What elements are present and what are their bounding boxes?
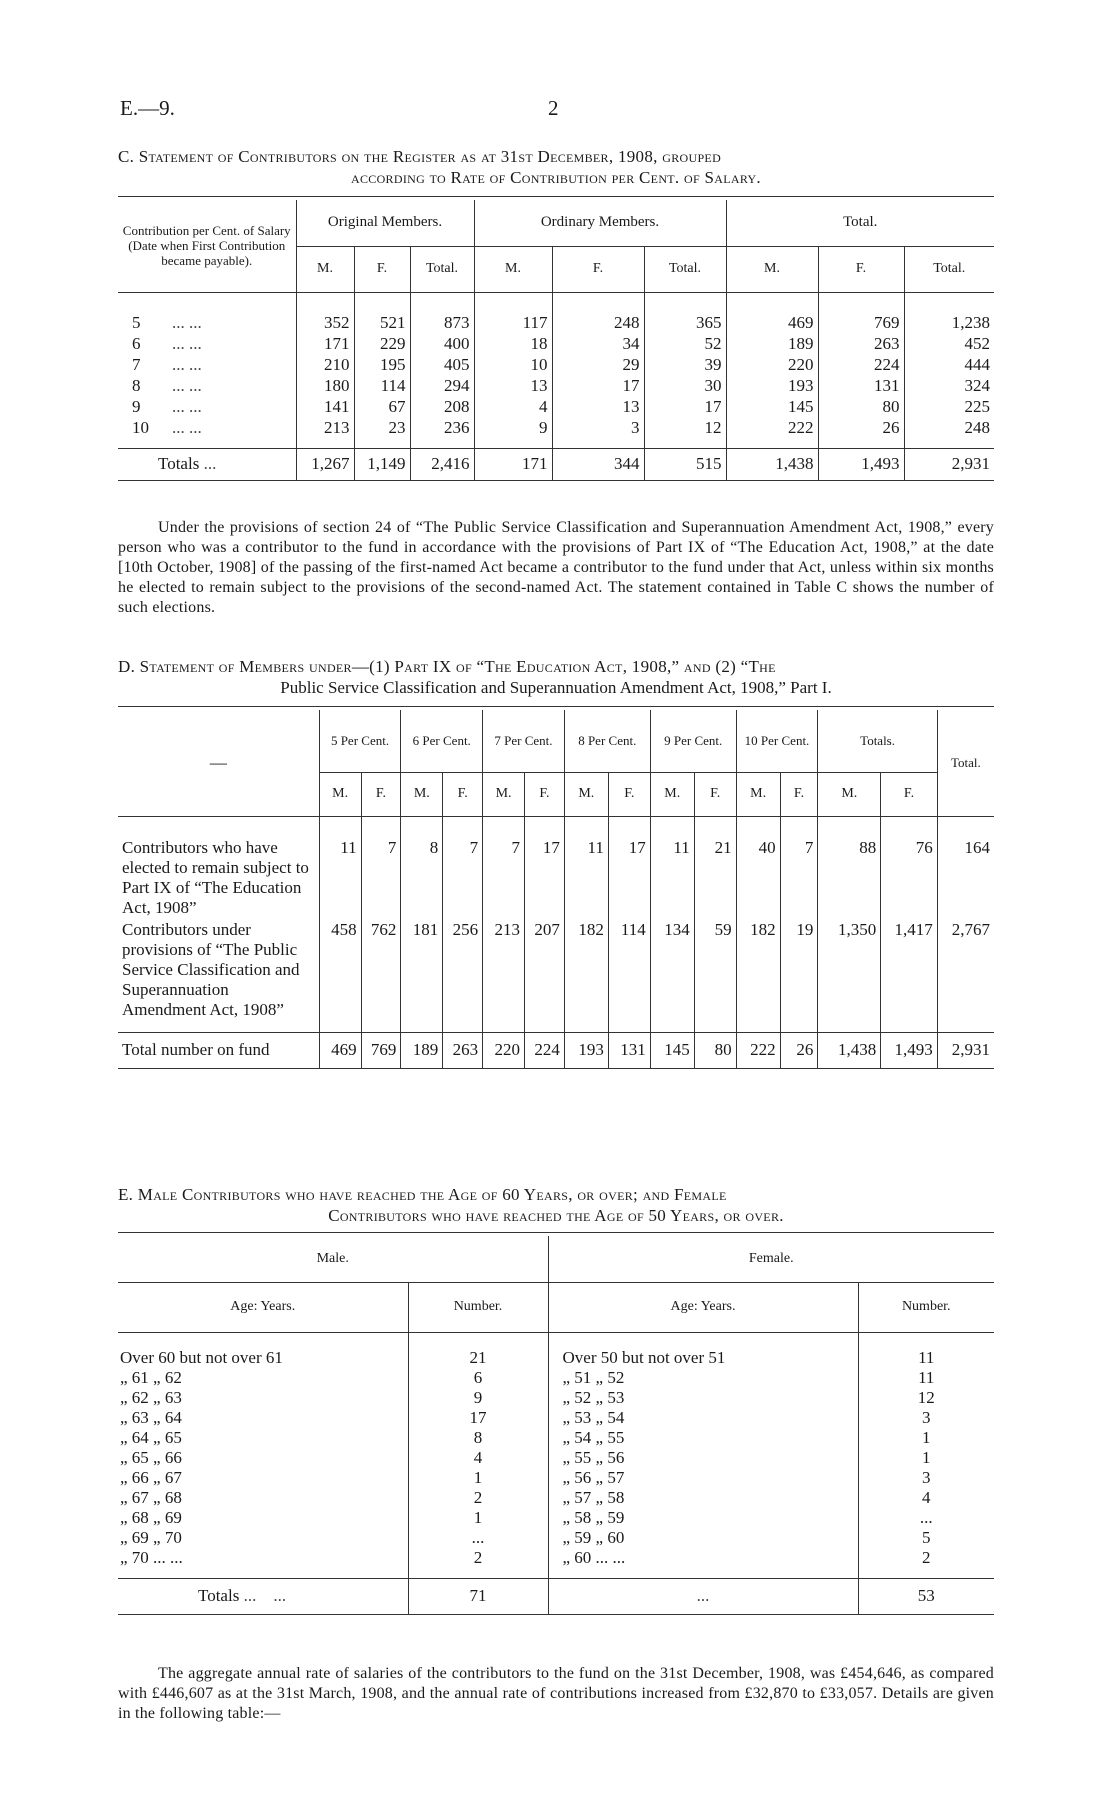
c-sub-header: F. xyxy=(354,246,410,292)
c-total-cell: 2,931 xyxy=(904,448,994,480)
c-cell: 17 xyxy=(644,396,726,417)
d-cell: 114 xyxy=(608,918,650,1020)
c-sub-header: M. xyxy=(296,246,354,292)
c-cell: 193 xyxy=(726,375,818,396)
d-mf-header: M. xyxy=(736,772,780,816)
e-table-row xyxy=(118,1428,994,1448)
c-header-ordinary: Ordinary Members. xyxy=(474,200,726,246)
c-cell: 67 xyxy=(354,396,410,417)
d-cell: 1,350 xyxy=(818,918,881,1020)
c-cell: 9 xyxy=(474,417,552,438)
c-cell: 117 xyxy=(474,312,552,333)
e-female-age: „ 54 „ 55 xyxy=(548,1428,858,1448)
d-mf-header: F. xyxy=(780,772,818,816)
section-e-title xyxy=(118,1184,994,1226)
c-cell: 452 xyxy=(904,333,994,354)
d-mf-header: M. xyxy=(650,772,694,816)
c-total-cell: 344 xyxy=(552,448,644,480)
salaries-paragraph: The aggregate annual rate of salaries of the contributors to the fund on the 31st December, 1908, was £454,646, as compared with £446,607 as at the 31st March, 1908, and the annual rate of contributions increased from £32,870 to £33,057. Details are given in the following table:— xyxy=(118,1665,994,1722)
c-cell: 208 xyxy=(410,396,474,417)
c-total-cell: 171 xyxy=(474,448,552,480)
e-female-age: „ 59 „ 60 xyxy=(548,1528,858,1548)
c-cell: 23 xyxy=(354,417,410,438)
d-total-cell: 26 xyxy=(780,1032,818,1068)
section-d-title-line2: Public Service Classification and Superannuation Amendment Act, 1908,” Part I. xyxy=(280,678,832,697)
c-cell: 469 xyxy=(726,312,818,333)
section-d-title-line1: D. Statement of Members under—(1) Part IX of “The Education Act, 1908,” and (2) “The xyxy=(118,657,776,676)
d-cell: 88 xyxy=(818,836,881,918)
c-total-cell: 1,438 xyxy=(726,448,818,480)
d-table-row xyxy=(118,918,994,1020)
c-total-cell: 1,149 xyxy=(354,448,410,480)
d-total-cell: 2,931 xyxy=(937,1032,994,1068)
c-table-row xyxy=(118,312,994,333)
d-cell: 213 xyxy=(483,918,525,1020)
c-cell: 34 xyxy=(552,333,644,354)
d-cell: 182 xyxy=(736,918,780,1020)
e-male-age: „ 70 ... ... xyxy=(120,1548,183,1567)
e-male-number: ... xyxy=(408,1528,548,1548)
e-male-age: „ 68 „ 69 xyxy=(120,1508,182,1527)
d-table-row xyxy=(118,836,994,918)
c-cell: 222 xyxy=(726,417,818,438)
d-cell: 17 xyxy=(525,836,565,918)
d-mf-header: F. xyxy=(361,772,401,816)
c-cell: 39 xyxy=(644,354,726,375)
c-cell: 1,238 xyxy=(904,312,994,333)
c-sub-header: M. xyxy=(726,246,818,292)
section-c-top-rule xyxy=(118,196,994,197)
c-cell: 294 xyxy=(410,375,474,396)
d-header-totals: Totals. xyxy=(818,710,937,772)
d-total-cell: 145 xyxy=(650,1032,694,1068)
c-sub-header: Total. xyxy=(644,246,726,292)
e-male-number: 1 xyxy=(408,1508,548,1528)
d-header-dash: — xyxy=(209,752,227,772)
d-mf-header: M. xyxy=(564,772,608,816)
d-cell: 59 xyxy=(694,918,736,1020)
e-female-number: ... xyxy=(858,1508,994,1528)
e-male-age: „ 62 „ 63 xyxy=(120,1388,182,1407)
c-cell: 405 xyxy=(410,354,474,375)
e-table-row xyxy=(118,1548,994,1568)
section-d-top-rule xyxy=(118,706,994,707)
c-cell: 263 xyxy=(818,333,904,354)
section-c-title-line1: C. Statement of Contributors on the Register as at 31st December, 1908, grouped xyxy=(118,147,722,166)
d-header-7: 7 Per Cent. xyxy=(483,710,565,772)
c-cell: 3 xyxy=(552,417,644,438)
e-female-total-label: ... xyxy=(548,1578,858,1614)
e-table-row xyxy=(118,1528,994,1548)
d-cell: 21 xyxy=(694,836,736,918)
c-table-row xyxy=(118,333,994,354)
c-rate: 8 xyxy=(132,375,141,395)
report-reference: E.—9. xyxy=(120,96,175,120)
d-total-cell: 224 xyxy=(525,1032,565,1068)
leader-dots: ... ... xyxy=(172,312,202,332)
c-total-cell: 515 xyxy=(644,448,726,480)
section-c-title xyxy=(118,146,994,188)
section-c-table xyxy=(118,200,994,481)
d-header-6: 6 Per Cent. xyxy=(401,710,483,772)
section-c-title-line2: according to Rate of Contribution per Cent. of Salary. xyxy=(351,168,761,187)
d-cell: 207 xyxy=(525,918,565,1020)
section-d-title xyxy=(118,656,994,698)
leader-dots: ... ... xyxy=(243,1586,287,1605)
d-total-label: Total number on fund xyxy=(122,1040,270,1059)
d-cell: 11 xyxy=(650,836,694,918)
d-cell: 2,767 xyxy=(937,918,994,1020)
e-totals-label: Totals xyxy=(198,1586,240,1605)
d-mf-header: M. xyxy=(483,772,525,816)
c-cell: 80 xyxy=(818,396,904,417)
e-female-number: 1 xyxy=(858,1448,994,1468)
c-cell: 248 xyxy=(552,312,644,333)
c-cell: 210 xyxy=(296,354,354,375)
e-header-male-number: Number. xyxy=(408,1282,548,1332)
d-mf-header: M. xyxy=(319,772,361,816)
e-male-age: Over 60 but not over 61 xyxy=(120,1348,283,1367)
d-cell: 19 xyxy=(780,918,818,1020)
c-rate: 6 xyxy=(132,333,141,353)
c-sub-header: M. xyxy=(474,246,552,292)
e-male-number: 21 xyxy=(408,1348,548,1368)
d-cell: 7 xyxy=(483,836,525,918)
e-table-row xyxy=(118,1408,994,1428)
d-total-cell: 222 xyxy=(736,1032,780,1068)
elections-paragraph: Under the provisions of section 24 of “The Public Service Classification and Superannuation Amendment Act, 1908,” every person who was a contributor to the fund in accordance with the provisions of Part IX of “The Education Act, 1908,” at the date [10th October, 1908] of the passing of the first-named Act became a contributor to the fund under that Act, unless within six months he elected to remain subject to the provisions of the second-named Act. The statement contained in Table C shows the number of such elections. xyxy=(118,519,994,616)
c-cell: 10 xyxy=(474,354,552,375)
e-female-number: 1 xyxy=(858,1428,994,1448)
d-cell: 40 xyxy=(736,836,780,918)
leader-dots: ... xyxy=(203,454,217,473)
c-cell: 18 xyxy=(474,333,552,354)
e-table-row xyxy=(118,1468,994,1488)
c-cell: 324 xyxy=(904,375,994,396)
c-cell: 171 xyxy=(296,333,354,354)
c-cell: 352 xyxy=(296,312,354,333)
d-mf-header: F. xyxy=(443,772,483,816)
e-male-number: 17 xyxy=(408,1408,548,1428)
section-e-table xyxy=(118,1236,994,1615)
c-cell: 145 xyxy=(726,396,818,417)
e-male-age: „ 69 „ 70 xyxy=(120,1528,182,1547)
e-male-total: 71 xyxy=(408,1578,548,1614)
d-header-total: Total. xyxy=(937,710,994,816)
e-header-female-number: Number. xyxy=(858,1282,994,1332)
d-total-cell: 1,493 xyxy=(881,1032,938,1068)
c-total-cell: 2,416 xyxy=(410,448,474,480)
c-cell: 248 xyxy=(904,417,994,438)
c-cell: 189 xyxy=(726,333,818,354)
c-total-cell: 1,493 xyxy=(818,448,904,480)
c-cell: 769 xyxy=(818,312,904,333)
e-header-female-age: Age: Years. xyxy=(548,1282,858,1332)
e-male-age: „ 63 „ 64 xyxy=(120,1408,182,1427)
c-table-row xyxy=(118,354,994,375)
c-cell: 444 xyxy=(904,354,994,375)
c-cell: 114 xyxy=(354,375,410,396)
c-table-row xyxy=(118,417,994,438)
e-female-age: „ 56 „ 57 xyxy=(548,1468,858,1488)
c-header-rate: Contribution per Cent. of Salary (Date when First Contribution became payable). xyxy=(122,223,291,269)
e-male-age: „ 67 „ 68 xyxy=(120,1488,182,1507)
c-cell: 13 xyxy=(474,375,552,396)
e-male-number: 4 xyxy=(408,1448,548,1468)
section-e-title-line1: E. Male Contributors who have reached the Age of 60 Years, or over; and Female xyxy=(118,1185,727,1204)
c-cell: 52 xyxy=(644,333,726,354)
d-cell: 76 xyxy=(881,836,938,918)
e-female-number: 11 xyxy=(858,1368,994,1388)
d-mf-header: F. xyxy=(694,772,736,816)
c-cell: 26 xyxy=(818,417,904,438)
e-table-row xyxy=(118,1388,994,1408)
e-female-age: „ 51 „ 52 xyxy=(548,1368,858,1388)
leader-dots: ... ... xyxy=(172,333,202,353)
d-cell: 1,417 xyxy=(881,918,938,1020)
c-totals-label: Totals xyxy=(158,454,200,473)
c-table-row xyxy=(118,375,994,396)
c-cell: 4 xyxy=(474,396,552,417)
d-mf-header: F. xyxy=(525,772,565,816)
d-mf-header: M. xyxy=(401,772,443,816)
c-sub-header: F. xyxy=(818,246,904,292)
e-table-row xyxy=(118,1348,994,1368)
d-total-cell: 769 xyxy=(361,1032,401,1068)
e-table-row xyxy=(118,1448,994,1468)
e-header-male: Male. xyxy=(316,1251,349,1267)
d-cell: 256 xyxy=(443,918,483,1020)
e-table-row xyxy=(118,1508,994,1528)
d-total-cell: 193 xyxy=(564,1032,608,1068)
c-totals-row xyxy=(118,448,994,480)
d-cell: 762 xyxy=(361,918,401,1020)
e-female-total: 53 xyxy=(858,1578,994,1614)
d-total-cell: 189 xyxy=(401,1032,443,1068)
c-total-cell: 1,267 xyxy=(296,448,354,480)
d-cell: 8 xyxy=(401,836,443,918)
c-cell: 30 xyxy=(644,375,726,396)
leader-dots: ... ... xyxy=(172,417,202,437)
section-d-table xyxy=(118,710,994,1069)
c-cell: 141 xyxy=(296,396,354,417)
e-header-female: Female. xyxy=(548,1236,994,1282)
d-row-label: Contributors under provisions of “The Public Service Classification and Superannuation Amendment Act, 1908” xyxy=(122,920,300,1019)
e-male-age: „ 64 „ 65 xyxy=(120,1428,182,1447)
d-total-cell: 220 xyxy=(483,1032,525,1068)
e-female-age: „ 55 „ 56 xyxy=(548,1448,858,1468)
c-cell: 224 xyxy=(818,354,904,375)
c-header-original: Original Members. xyxy=(296,200,474,246)
page-number: 2 xyxy=(548,96,559,120)
c-cell: 400 xyxy=(410,333,474,354)
c-cell: 213 xyxy=(296,417,354,438)
c-cell: 225 xyxy=(904,396,994,417)
d-header-8: 8 Per Cent. xyxy=(564,710,650,772)
d-cell: 458 xyxy=(319,918,361,1020)
c-rate: 5 xyxy=(132,312,141,332)
e-totals-row xyxy=(118,1578,994,1614)
e-male-number: 8 xyxy=(408,1428,548,1448)
section-e-top-rule xyxy=(118,1232,994,1233)
e-female-number: 4 xyxy=(858,1488,994,1508)
leader-dots: ... ... xyxy=(172,354,202,374)
e-male-number: 2 xyxy=(408,1548,548,1568)
d-mf-header: F. xyxy=(881,772,938,816)
c-cell: 29 xyxy=(552,354,644,375)
e-female-number: 5 xyxy=(858,1528,994,1548)
e-male-number: 6 xyxy=(408,1368,548,1388)
e-female-age: „ 60 ... ... xyxy=(548,1548,858,1568)
e-male-age: „ 61 „ 62 xyxy=(120,1368,182,1387)
c-sub-header: F. xyxy=(552,246,644,292)
e-header-male-age: Age: Years. xyxy=(230,1299,296,1314)
section-e-title-line2: Contributors who have reached the Age of 50 Years, or over. xyxy=(328,1206,784,1225)
leader-dots: ... ... xyxy=(172,375,202,395)
e-male-age: „ 66 „ 67 xyxy=(120,1468,182,1487)
d-total-cell: 80 xyxy=(694,1032,736,1068)
c-rate: 7 xyxy=(132,354,141,374)
e-female-age: „ 53 „ 54 xyxy=(548,1408,858,1428)
e-male-number: 9 xyxy=(408,1388,548,1408)
d-cell: 7 xyxy=(361,836,401,918)
e-female-number: 2 xyxy=(858,1548,994,1568)
d-total-row xyxy=(118,1032,994,1068)
c-cell: 873 xyxy=(410,312,474,333)
d-cell: 164 xyxy=(937,836,994,918)
e-female-age: Over 50 but not over 51 xyxy=(548,1348,858,1368)
d-cell: 11 xyxy=(319,836,361,918)
c-cell: 180 xyxy=(296,375,354,396)
d-cell: 11 xyxy=(564,836,608,918)
leader-dots: ... ... xyxy=(172,396,202,416)
e-male-number: 2 xyxy=(408,1488,548,1508)
e-male-number: 1 xyxy=(408,1468,548,1488)
d-header-10: 10 Per Cent. xyxy=(736,710,818,772)
d-header-5: 5 Per Cent. xyxy=(319,710,401,772)
c-cell: 229 xyxy=(354,333,410,354)
c-cell: 12 xyxy=(644,417,726,438)
e-female-number: 3 xyxy=(858,1408,994,1428)
e-female-age: „ 57 „ 58 xyxy=(548,1488,858,1508)
c-rate: 9 xyxy=(132,396,141,416)
c-cell: 365 xyxy=(644,312,726,333)
c-cell: 521 xyxy=(354,312,410,333)
e-female-number: 11 xyxy=(858,1348,994,1368)
d-total-cell: 263 xyxy=(443,1032,483,1068)
e-female-number: 3 xyxy=(858,1468,994,1488)
e-female-age: „ 52 „ 53 xyxy=(548,1388,858,1408)
c-rate: 10 xyxy=(132,417,149,437)
c-cell: 131 xyxy=(818,375,904,396)
d-cell: 182 xyxy=(564,918,608,1020)
c-cell: 195 xyxy=(354,354,410,375)
d-cell: 134 xyxy=(650,918,694,1020)
d-row-label: Contributors who have elected to remain subject to Part IX of “The Education Act, 1908” xyxy=(122,838,309,917)
d-header-9: 9 Per Cent. xyxy=(650,710,736,772)
d-cell: 181 xyxy=(401,918,443,1020)
d-mf-header: M. xyxy=(818,772,881,816)
d-cell: 17 xyxy=(608,836,650,918)
c-header-total: Total. xyxy=(726,200,994,246)
e-female-age: „ 58 „ 59 xyxy=(548,1508,858,1528)
d-cell: 7 xyxy=(443,836,483,918)
c-cell: 236 xyxy=(410,417,474,438)
c-cell: 13 xyxy=(552,396,644,417)
d-cell: 7 xyxy=(780,836,818,918)
d-mf-header: F. xyxy=(608,772,650,816)
c-sub-header: Total. xyxy=(904,246,994,292)
c-table-row xyxy=(118,396,994,417)
c-cell: 220 xyxy=(726,354,818,375)
c-sub-header: Total. xyxy=(410,246,474,292)
e-male-age: „ 65 „ 66 xyxy=(120,1448,182,1467)
c-cell: 17 xyxy=(552,375,644,396)
d-total-cell: 1,438 xyxy=(818,1032,881,1068)
d-total-cell: 469 xyxy=(319,1032,361,1068)
e-female-number: 12 xyxy=(858,1388,994,1408)
e-table-row xyxy=(118,1368,994,1388)
d-total-cell: 131 xyxy=(608,1032,650,1068)
e-table-row xyxy=(118,1488,994,1508)
